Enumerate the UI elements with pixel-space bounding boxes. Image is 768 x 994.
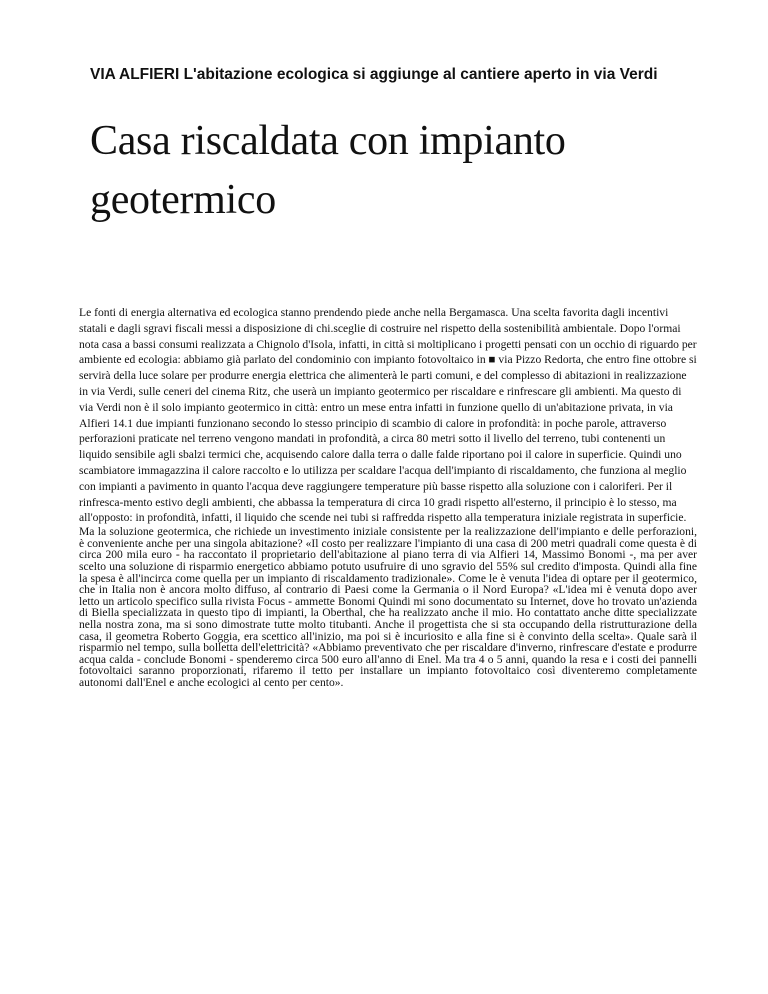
article-kicker: VIA ALFIERI L'abitazione ecologica si aggiunge al cantiere aperto in via Verdi <box>90 66 658 83</box>
article-paragraph-1: Le fonti di energia alternativa ed ecologica stanno prendendo piede anche nella Bergamasca. Una scelta favorita dagli incentivi statali e dagli sgravi fiscali messi a disposizione di chi.sceglie di costruire nel rispetto della sostenibilità ambientale. Dopo l'ormai nota casa a bassi consumi realizzata a Chignolo d'Isola, infatti, in città si moltiplicano i progetti pensati con un occhio di riguardo per ambiente ed ecologia: abbiamo già parlato del condominio con impianto fotovoltaico in ■ via Pizzo Redorta, che entro fine ottobre si servirà della luce solare per produrre energia elettrica che alimenterà le parti comuni, e del complesso di abitazioni in realizzazione in via Verdi, sulle ceneri del cinema Ritz, che userà un impianto geotermico per riscaldare e rinfrescare gli ambienti. Ma questo di via Verdi non è il solo impianto geotermico in città: entro un mese entra infatti in funzione quello di un'abitazione privata, in via Alfieri 14.1 due impianti funzionano secondo lo stesso principio di scambio di calore in profondità: in poche parole, attraverso perforazioni praticate nel terreno vengono mandati in profondità, a circa 80 metri sotto il livello del terreno, tubi contenenti un liquido sensibile agli sbalzi termici che, acquisendo calore dalla terra o dalle falde riportano poi il calore in superficie. Quindi uno scambiatore immagazzina il calore raccolto e lo utilizza per scaldare l'acqua dell'impianto di riscaldamento, che funziona al meglio con impianti a pavimento in quanto l'acqua deve raggiungere temperature più basse rispetto alla soluzione con i caloriferi. Per il rinfresca-mento estivo degli ambienti, che abbassa la temperatura di circa 10 gradi rispetto all'esterno, il principio è lo stesso, ma all'opposto: in profondità, infatti, il liquido che scende nei tubi si raffredda rispetto alla temperatura iniziale registrata in superficie. <box>79 306 697 525</box>
article-body <box>79 305 697 688</box>
article-paragraph-2: Ma la soluzione geotermica, che richiede un investimento iniziale consistente per la realizzazione dell'impianto e delle perforazioni, è conveniente anche per una singola abitazione? «Il costo per realizzare l'impianto di una casa di 200 metri quadrali come questa è di circa 200 mila euro - ha raccontato il proprietario dell'abitazione al piano terra di via Alfieri 14, Massimo Bonomi -, ma per aver scelto una soluzione di risparmio energetico abbiamo potuto usufruire di uno sgravio del 55% sul credito d'imposta. Quindi alla fine la spesa è all'incirca come quella per un impianto di riscaldamento tradizionale». Come le è venuta l'idea di optare per il geotermico, che in Italia non è ancora molto diffuso, al contrario di Paesi come la Germania o il Nord Europa? «L'idea mi è venuta dopo aver letto un articolo specifico sulla rivista Focus - ammette Bonomi Quindi mi sono documentato su Internet, dove ho trovato un'azienda di Biella specializzata in questo tipo di impianti, la Oberthal, che ha realizzato anche il mio. Ho contattato anche ditte specializzate nella nostra zona, ma si sono dimostrate tutte molto titubanti. Anche il progettista che si sta occupando della ristrutturazione della casa, il geometra Roberto Goggia, era scettico all'inizio, ma poi si è incuriosito e alla fine si è convinto della scelta». Quale sarà il risparmio nel tempo, sulla bolletta dell'elettricità? «Abbiamo preventivato che per riscaldare d'inverno, rinfrescare d'estate e produrre acqua calda - conclude Bonomi - spenderemo circa 500 euro all'anno di Enel. Ma tra 4 o 5 anni, quando la resa e i costi dei pannelli fotovoltaici saranno proporzionati, rifaremo il tetto per installare un impianto fotovoltaico così diventeremo completamente autonomi dall'Enel e anche ecologici al cento per cento». <box>79 525 697 689</box>
article-headline: Casa riscaldata con impianto geotermico <box>90 118 566 223</box>
